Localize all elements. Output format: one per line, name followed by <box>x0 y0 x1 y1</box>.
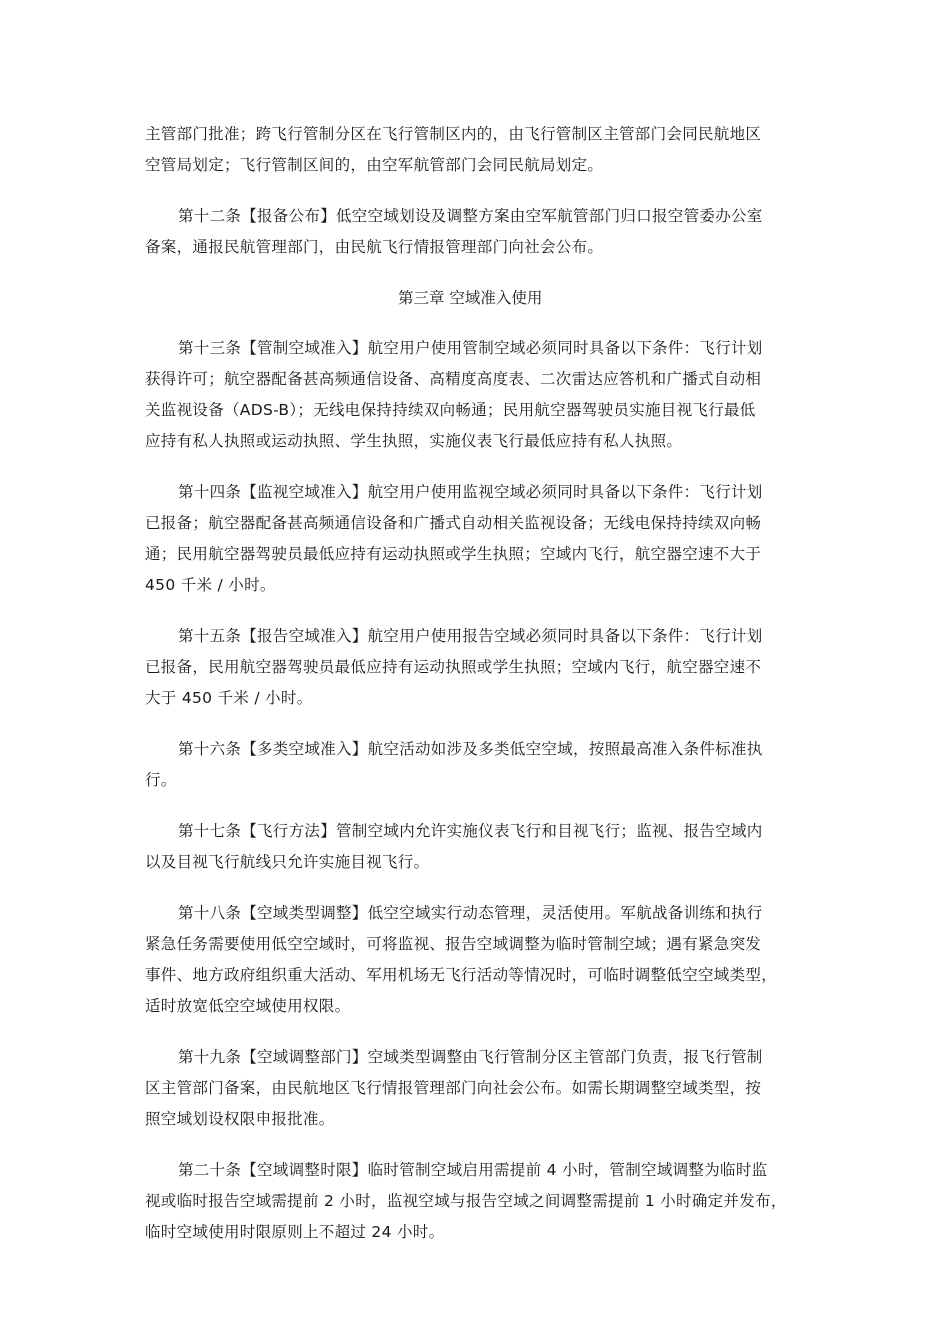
paragraph-line: 临时空域使用时限原则上不超过 24 小时。 <box>145 1223 445 1241</box>
paragraph-line: 紧急任务需要使用低空空域时，可将监视、报告空域调整为临时管制空域；遇有紧急突发 <box>145 935 762 953</box>
paragraph-line: 第十六条【多类空域准入】航空活动如涉及多类低空空域，按照最高准入条件标准执 <box>178 740 763 758</box>
paragraph-line: 备案，通报民航管理部门，由民航飞行情报管理部门向社会公布。 <box>145 238 604 256</box>
paragraph-line: 应持有私人执照或运动执照、学生执照，实施仪表飞行最低应持有私人执照。 <box>145 432 683 450</box>
paragraph-line: 第十五条【报告空域准入】航空用户使用报告空域必须同时具备以下条件：飞行计划 <box>178 627 763 645</box>
paragraph-line: 第十三条【管制空域准入】航空用户使用管制空域必须同时具备以下条件：飞行计划 <box>178 339 763 357</box>
paragraph-line: 事件、地方政府组织重大活动、军用机场无飞行活动等情况时，可临时调整低空空域类型， <box>145 966 778 984</box>
paragraph-line: 照空域划设权限申报批准。 <box>145 1110 335 1128</box>
paragraph-line: 通；民用航空器驾驶员最低应持有运动执照或学生执照；空域内飞行，航空器空速不大于 <box>145 545 762 563</box>
paragraph-line: 大于 450 千米 / 小时。 <box>145 689 313 707</box>
paragraph-line: 空管局划定；飞行管制区间的，由空军航管部门会同民航局划定。 <box>145 156 604 174</box>
paragraph-line: 第十八条【空域类型调整】低空空域实行动态管理，灵活使用。军航战备训练和执行 <box>178 904 763 922</box>
paragraph-line: 450 千米 / 小时。 <box>145 576 276 594</box>
paragraph-line: 第十四条【监视空域准入】航空用户使用监视空域必须同时具备以下条件：飞行计划 <box>178 483 763 501</box>
paragraph-line: 已报备；航空器配备甚高频通信设备和广播式自动相关监视设备；无线电保持持续双向畅 <box>145 514 762 532</box>
paragraph-line: 第二十条【空域调整时限】临时管制空域启用需提前 4 小时，管制空域调整为临时监 <box>178 1161 768 1179</box>
paragraph-line: 以及目视飞行航线只允许实施目视飞行。 <box>145 853 430 871</box>
paragraph-line: 视或临时报告空域需提前 2 小时，监视空域与报告空域之间调整需提前 1 小时确定并发布， <box>145 1192 787 1210</box>
paragraph-line: 主管部门批准；跨飞行管制分区在飞行管制区内的，由飞行管制区主管部门会同民航地区 <box>145 125 762 143</box>
paragraph-line: 适时放宽低空空域使用权限。 <box>145 997 351 1015</box>
paragraph-line: 区主管部门备案，由民航地区飞行情报管理部门向社会公布。如需长期调整空域类型，按 <box>145 1079 762 1097</box>
paragraph-line: 关监视设备（ADS-B）；无线电保持持续双向畅通；民用航空器驾驶员实施目视飞行最低 <box>145 401 756 419</box>
paragraph-line: 已报备，民用航空器驾驶员最低应持有运动执照或学生执照；空域内飞行，航空器空速不 <box>145 658 762 676</box>
paragraph-line: 行。 <box>145 771 177 789</box>
paragraph-line: 获得许可；航空器配备甚高频通信设备、高精度高度表、二次雷达应答机和广播式自动相 <box>145 370 762 388</box>
paragraph-line: 第十二条【报备公布】低空空域划设及调整方案由空军航管部门归口报空管委办公室 <box>178 207 763 225</box>
paragraph-line: 第十七条【飞行方法】管制空域内允许实施仪表飞行和目视飞行；监视、报告空域内 <box>178 822 763 840</box>
paragraph-line: 第十九条【空域调整部门】空域类型调整由飞行管制分区主管部门负责，报飞行管制 <box>178 1048 763 1066</box>
chapter-heading: 第三章 空域准入使用 <box>398 289 543 307</box>
